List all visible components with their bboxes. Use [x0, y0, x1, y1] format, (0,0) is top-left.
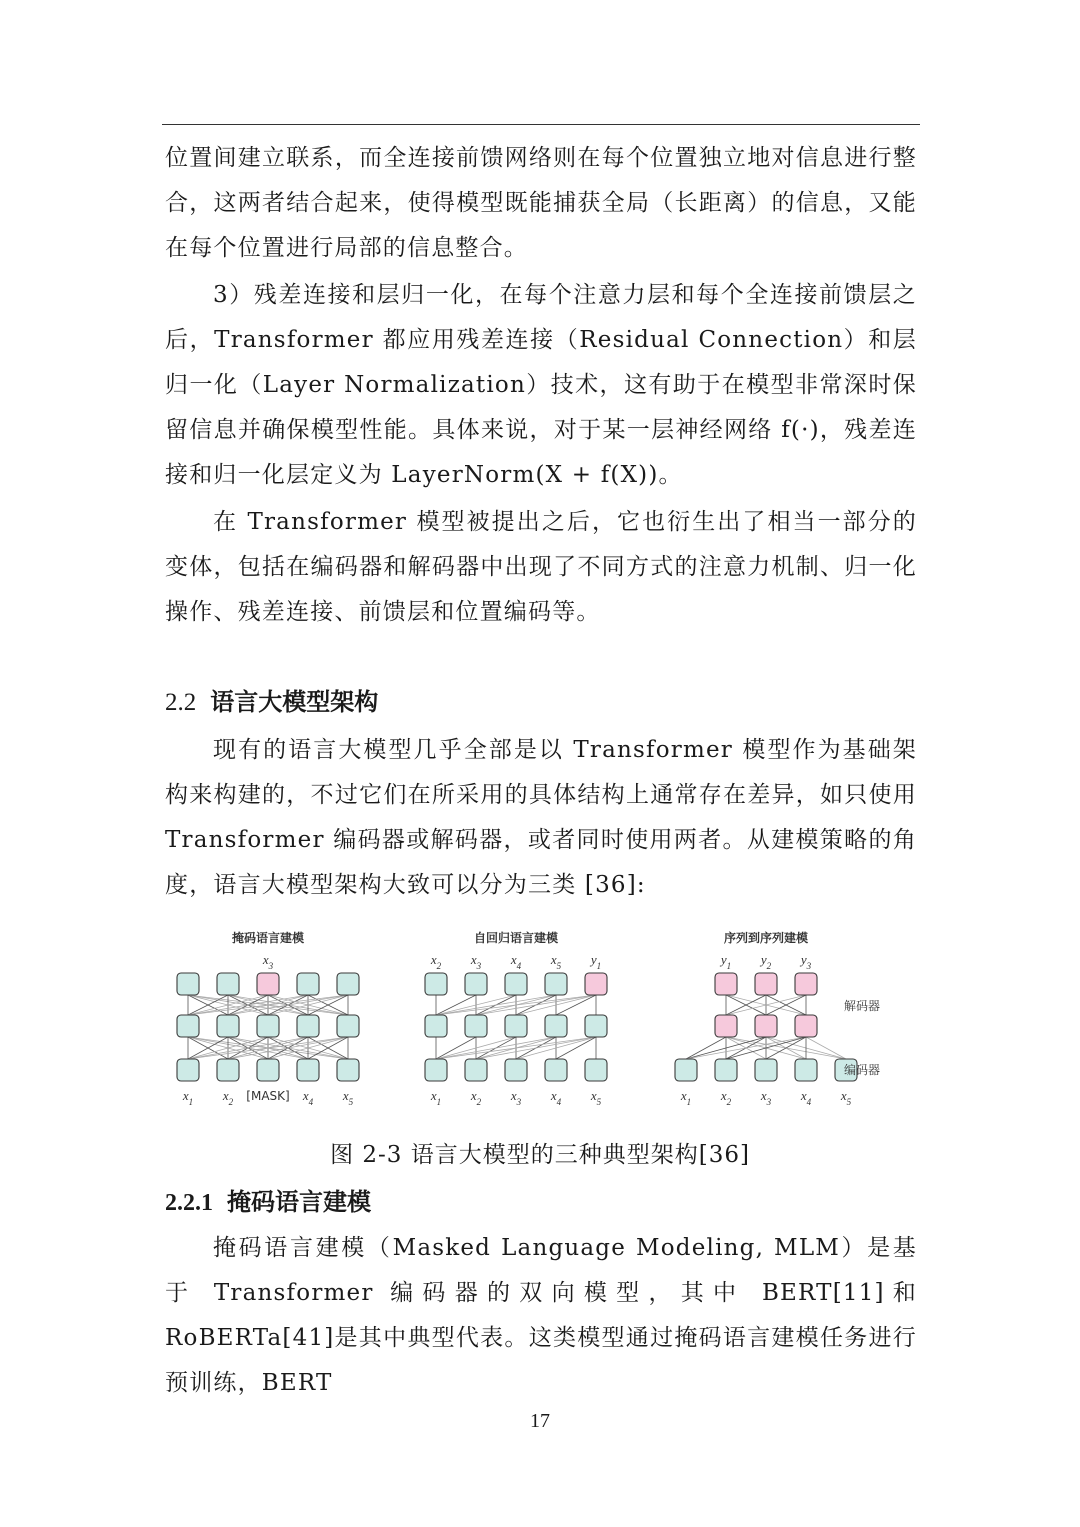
node-box [425, 1015, 447, 1037]
section-heading [165, 682, 378, 717]
node-box [465, 973, 487, 995]
top-token-label: $y_3$ [800, 952, 812, 971]
node-box [675, 1059, 697, 1081]
node-box [505, 1015, 527, 1037]
top-token-label: $y_1$ [720, 952, 732, 971]
node-box [715, 973, 737, 995]
node-box [585, 973, 607, 995]
subsection-title: 掩码语言建模 [227, 1188, 371, 1216]
node-box [217, 1015, 239, 1037]
node-box [465, 1059, 487, 1081]
node-box [217, 973, 239, 995]
node-box [257, 973, 279, 995]
node-box [585, 1059, 607, 1081]
top-token-label: $x_2$ [430, 952, 442, 971]
node-box [257, 1015, 279, 1037]
node-box [297, 1015, 319, 1037]
top-token-label: $y_1$ [590, 952, 602, 971]
bottom-token-label: $x_3$ [510, 1088, 522, 1107]
bottom-token-label: $x_1$ [182, 1088, 194, 1107]
node-box [715, 1059, 737, 1081]
top-token-label: $x_3$ [470, 952, 482, 971]
top-token-label: $x_5$ [550, 952, 562, 971]
node-box [425, 973, 447, 995]
node-box [795, 1059, 817, 1081]
node-box [217, 1059, 239, 1081]
node-box [545, 1059, 567, 1081]
node-box [795, 973, 817, 995]
bottom-token-label: $x_3$ [760, 1088, 772, 1107]
architecture-figure [160, 920, 880, 1124]
subsection-number: 2.2.1 [165, 1190, 213, 1216]
node-box [545, 973, 567, 995]
node-box [505, 973, 527, 995]
bottom-token-label: $x_2$ [222, 1088, 234, 1107]
node-box [545, 1015, 567, 1037]
bottom-token-label: [MASK] [246, 1089, 290, 1103]
node-box [715, 1015, 737, 1037]
bottom-token-label: $x_1$ [430, 1088, 442, 1107]
node-box [425, 1059, 447, 1081]
paragraph-variants: 在 Transformer 模型被提出之后，它也衍生出了相当一部分的变体，包括在编码器和解码器中出现了不同方式的注意力机制、归一化操作、残差连接、前馈层和位置编码等。 [165, 509, 917, 625]
node-box [755, 1059, 777, 1081]
figure-caption: 图 2-3 语言大模型的三种典型架构[36] [330, 1142, 750, 1168]
node-box [297, 973, 319, 995]
subsection-heading [165, 1182, 371, 1217]
section-number: 2.2 [165, 689, 197, 716]
node-box [177, 1059, 199, 1081]
node-box [177, 973, 199, 995]
panel-title: 掩码语言建模 [231, 931, 305, 945]
node-box [257, 1059, 279, 1081]
page-number: 17 [530, 1410, 550, 1432]
node-box [337, 973, 359, 995]
node-box [755, 973, 777, 995]
bottom-token-label: $x_4$ [550, 1088, 562, 1107]
top-token-label: $x_3$ [262, 952, 274, 971]
encoder-label: 编码器 [843, 1063, 880, 1077]
node-box [585, 1015, 607, 1037]
section-title: 语言大模型架构 [210, 688, 379, 716]
node-box [297, 1059, 319, 1081]
top-token-label: $y_2$ [760, 952, 772, 971]
paragraph-mlm: 掩码语言建模（Masked Language Modeling, MLM）是基于 Transformer 编码器的双向模型，其中 BERT[11]和 RoBERTa[41]是其中典型代表。这类模型通过掩码语言建模任务进行预训练，BERT [165, 1235, 917, 1396]
paragraph-continuation: 位置间建立联系，而全连接前馈网络则在每个位置独立地对信息进行整合，这两者结合起来，使得模型既能捕获全局（长距离）的信息，又能在每个位置进行局部的信息整合。 [165, 145, 917, 261]
bottom-token-label: $x_2$ [720, 1088, 732, 1107]
paragraph-architectures: 现有的语言大模型几乎全部是以 Transformer 模型作为基础架构来构建的，不过它们在所采用的具体结构上通常存在差异，如只使用 Transformer 编码器或解码器，或者同时使用两者。从建模策略的角度，语言大模型架构大致可以分为三类 [36]: [165, 737, 917, 898]
node-box [505, 1059, 527, 1081]
node-box [177, 1015, 199, 1037]
node-box [755, 1015, 777, 1037]
paragraph-residual: 3）残差连接和层归一化，在每个注意力层和每个全连接前馈层之后，Transformer 都应用残差连接（Residual Connection）和层归一化（Layer Normalization）技术，这有助于在模型非常深时保留信息并确保模型性能。具体来说，对于某一层神经网络 f(·)，残差连接和归一化层定义为 LayerNorm(X + f(X))。 [165, 282, 917, 488]
header-rule [162, 124, 920, 125]
bottom-token-label: $x_5$ [590, 1088, 602, 1107]
bottom-token-label: $x_4$ [800, 1088, 812, 1107]
bottom-token-label: $x_2$ [470, 1088, 482, 1107]
panel-title: 序列到序列建模 [723, 931, 809, 945]
bottom-token-label: $x_5$ [840, 1088, 852, 1107]
bottom-token-label: $x_4$ [302, 1088, 314, 1107]
panel-title: 自回归语言建模 [473, 931, 559, 945]
decoder-label: 解码器 [843, 999, 880, 1013]
node-box [337, 1015, 359, 1037]
figure-svg [160, 920, 880, 1120]
node-box [465, 1015, 487, 1037]
bottom-token-label: $x_1$ [680, 1088, 692, 1107]
node-box [795, 1015, 817, 1037]
node-box [337, 1059, 359, 1081]
top-token-label: $x_4$ [510, 952, 522, 971]
bottom-token-label: $x_5$ [342, 1088, 354, 1107]
